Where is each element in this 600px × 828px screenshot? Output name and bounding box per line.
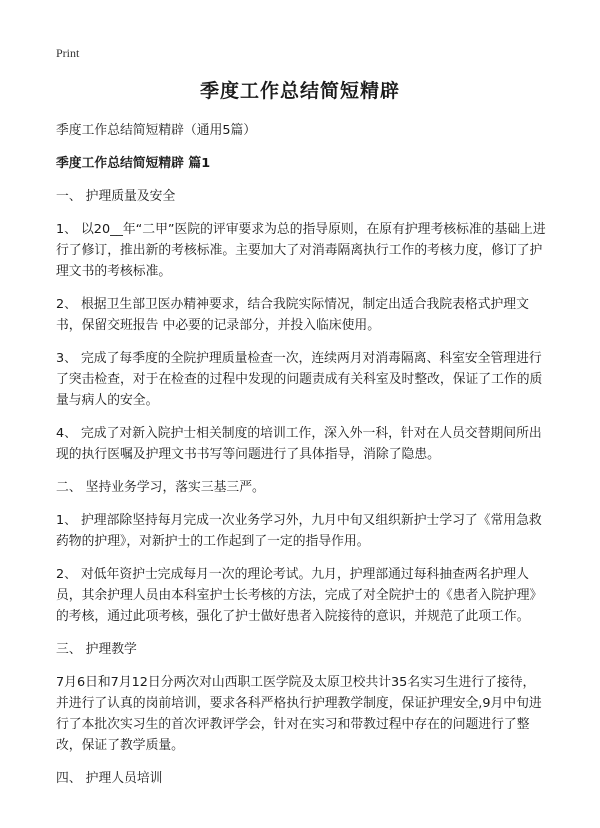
document-body (56, 120, 546, 801)
section-title-training: 四、 护理人员培训 (56, 771, 163, 786)
document-title: 季度工作总结简短精辟 (199, 80, 400, 102)
section-heading: 季度工作总结简短精辟 篇1 (56, 156, 211, 171)
section-title-study: 二、 坚持业务学习，落实三基三严。 (56, 480, 265, 495)
paragraph: 2、 对低年资护士完成每月一次的理论考试。九月，护理部通过每科抽查两名护理人员，其余护理人员由本科室护士长考核的方法，完成了对全院护士的《患者入院护理》的考核，通过此项考核，强化了护士做好患者入院接待的意识，并规范了此项工作。 (56, 567, 543, 624)
paragraph: 7月6日和7月12日分两次对山西职工医学院及太原卫校共计35名实习生进行了接待，并进行了认真的岗前培训，要求各科严格执行护理教学制度，保证护理安全,9月中旬进行了本批次实习生的首次评教评学会，针对在实习和带教过程中存在的问题进行了整改，保证了教学质量。 (56, 675, 542, 753)
section-title-teaching: 三、 护理教学 (56, 642, 137, 657)
paragraph: 1、 护理部除坚持每月完成一次业务学习外，九月中旬又组织新护士学习了《常用急救药物的护理》，对新护士的工作起到了一定的指导作用。 (56, 513, 542, 549)
document-subtitle: 季度工作总结简短精辟（通用5篇） (56, 123, 257, 138)
paragraph: 4、 完成了对新入院护士相关制度的培训工作，深入外一科，针对在人员交替期间所出现的执行医嘱及护理文书书写等问题进行了具体指导，消除了隐患。 (56, 426, 542, 462)
paragraph: 2、 根据卫生部卫医办精神要求，结合我院实际情况，制定出适合我院表格式护理文书，保留交班报告 中必要的记录部分，并投入临床使用。 (56, 297, 529, 333)
paragraph: 3、 完成了每季度的全院护理质量检查一次，连续两月对消毒隔离、科室安全管理进行了突击检查，对于在检查的过程中发现的问题责成有关科室及时整改，保证了工作的质量与病人的安全。 (56, 351, 543, 408)
paragraph: 1、 以20__年“二甲”医院的评审要求为总的指导原则，在原有护理考核标准的基础上进行了修订，推出新的考核标准。主要加大了对消毒隔离执行工作的考核力度，修订了护理文书的考核标准。 (56, 222, 546, 279)
print-link[interactable]: Print (56, 46, 80, 60)
section-title-quality: 一、 护理质量及安全 (56, 189, 176, 204)
